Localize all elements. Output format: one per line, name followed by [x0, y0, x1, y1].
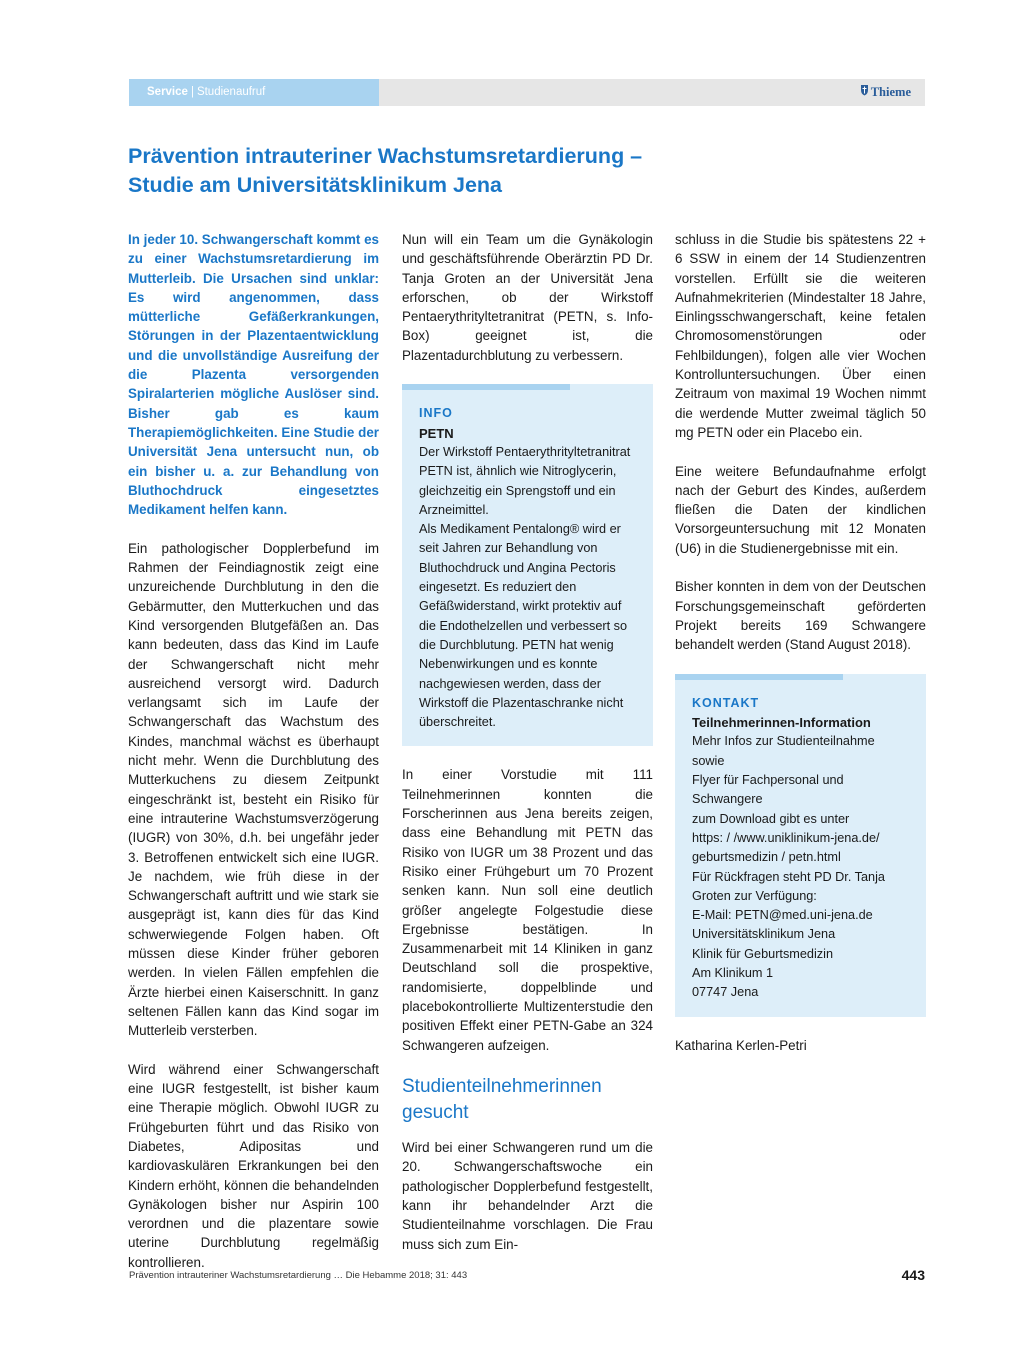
contact-line: Flyer für Fachpersonal und Schwangere	[692, 773, 844, 807]
info-box	[402, 384, 653, 746]
contact-address-line: Am Klinikum 1	[692, 965, 774, 980]
contact-line: Für Rückfragen steht PD Dr. Tanja	[692, 869, 885, 884]
title-line-1: Prävention intrauteriner Wachstumsretardierung –	[128, 144, 643, 168]
contact-address-line: Klinik für Geburtsmedizin	[692, 946, 834, 961]
publisher-logo	[860, 79, 911, 106]
contact-email-line: E-Mail: PETN@med.uni-jena.de	[692, 908, 873, 923]
body-paragraph: In einer Vorstudie mit 111 Teilnehmerinnen konnten die Forscherinnen aus Jena bereits zeigen, dass eine Behandlung mit PETN das Risiko von IUGR um 38 Prozent und das Risiko einer Frühgeburt um 70 Prozent senken kann. Nun soll eine deutlich größer angelegte Folgestudie diese Ergebnisse bestätigen. In Zusammenarbeit mit 14 Kliniken in ganz Deutschland soll die prospektive, randomisierte, doppelblinde und placebokontrollierte Multizenterstudie den positiven Effekt einer PETN-Gabe an 324 Schwangeren aufzeigen.	[402, 767, 653, 1053]
contact-line: Groten zur Verfügung:	[692, 888, 817, 903]
page-number: 443	[901, 1267, 925, 1283]
body-paragraph: Nun will ein Team um die Gynäkologin und geschäftsführende Oberärztin PD Dr. Tanja Groten an der Universität Jena erforschen, ob der Wirkstoff Pentaerythrityltetranitrat (PETN, s. Info-Box) geeignet ist, die Plazentadurchblutung zu verbessern.	[402, 232, 653, 363]
contact-line: zum Download gibt es unter	[692, 811, 850, 826]
body-paragraph: Bisher konnten in dem von der Deutschen Forschungsgemeinschaft geförderten Projekt bereits 169 Schwangere behandelt werden (Stand August 2018).	[675, 579, 926, 653]
article-title	[128, 142, 828, 200]
title-line-2: Studie am Universitätsklinikum Jena	[128, 173, 502, 197]
section-heading: Studienteilnehmerinnen gesucht	[402, 1076, 602, 1124]
section-tab	[129, 79, 379, 106]
body-paragraph: Eine weitere Befundaufnahme erfolgt nach der Geburt des Kindes, außerdem fließen die Daten der kindlichen Vorsorgeuntersuchung mit 12 Monaten (U6) in die Studienergebnisse mit ein.	[675, 463, 926, 556]
body-paragraph: Wird bei einer Schwangeren rund um die 20. Schwangerschaftswoche ein pathologischer Dopplerbefund festgestellt, kann ihr behandelnder Arzt die Studienteilnahme vorschlagen. Die Frau muss sich zum Ein-	[402, 1140, 653, 1252]
info-box-label: INFO	[419, 406, 453, 421]
info-box-text: Der Wirkstoff Pentaerythrityltetranitrat PETN ist, ähnlich wie Nitroglycerin, gleichzeitig ein Sprengstoff und ein Arzneimittel.	[419, 444, 631, 517]
body-paragraph: Wird während einer Schwangerschaft eine IUGR festgestellt, ist bisher kaum eine Therapie möglich. Obwohl IUGR zu Frühgeburten führt und das Risiko von Diabetes, Adipositas und kardiovaskulären Erkrankungen bei den Kindern erhöht, können die behandelnden Gynäkologen bisher nur Aspirin 100 verordnen und die plazentare sowie uterine Durchblutung regelmäßig kontrollieren.	[128, 1061, 379, 1270]
author-name: Katharina Kerlen-Petri	[675, 1037, 807, 1053]
contact-line: Mehr Infos zur Studienteilnahme sowie	[692, 734, 875, 768]
contact-url-line: geburtsmedizin / petn.html	[692, 850, 841, 865]
column-2	[402, 230, 653, 1273]
section-separator: |	[190, 86, 194, 98]
column-1	[128, 230, 379, 1291]
contact-address-line: Universitätsklinikum Jena	[692, 927, 836, 942]
brand-name: Thieme	[870, 85, 911, 99]
contact-box-label: KONTAKT	[692, 695, 760, 710]
contact-url-line: https: / /www.uniklinikum-jena.de/	[692, 830, 880, 845]
contact-address-line: 07747 Jena	[692, 985, 759, 1000]
contact-box-title: Teilnehmerinnen-Information	[692, 715, 871, 731]
info-box-text: Als Medikament Pentalong® wird er seit Jahren zur Behandlung von Bluthochdruck und Angina Pectoris eingesetzt. Es reduziert den Gefäßwiderstand, wirkt protektiv auf die Endothelzellen und verbessert so die Durchblutung. PETN hat wenig Nebenwirkungen und es konnte nachgewiesen werden, dass der Wirkstoff die Plazentaschranke nicht überschreitet.	[419, 522, 628, 730]
subsection-label: Studienaufruf	[196, 86, 266, 98]
column-3	[675, 230, 926, 1055]
section-label: Service	[147, 86, 188, 98]
contact-box	[675, 674, 926, 1017]
body-paragraph: Ein pathologischer Dopplerbefund im Rahmen der Feindiagnostik zeigt eine unzureichende Durchblutung in den die Gebärmutter, den Mutterkuchen und das Kind versorgenden Blutgefäßen an. Das kann bedeuten, dass das Kind im Laufe der Schwangerschaft nicht mehr ausreichend versorgt wird. Dadurch verlangsamt sich im Laufe der Schwangerschaft das Wachstum des Kindes, manchmal wächst es überhaupt nicht mehr. Wenn die Durchblutung des Mutterkuchens zu diesem Zeitpunkt eingeschränkt ist, besteht ein Risiko für eine intrauterine Wachstumsverzögerung (IUGR) von 30%, d.h. bei ungefähr jeder 3. Betroffenen entwickelt sich eine IUGR. Je nachdem, wie früh diese in der Schwangerschaft auftritt und wie stark sie ausgeprägt ist, kann dies für das Kind schwerwiegende Folgen haben. Oft müssen diese Kinder früher geboren werden. In vielen Fällen empfehlen die Ärzte hierbei einen Kaiserschnitt. In ganz seltenen Fällen kann das Kind sogar im Mutterleib versterben.	[128, 540, 379, 1039]
header-bar	[129, 79, 925, 106]
info-box-title: PETN	[419, 425, 454, 441]
footer-reference: Prävention intrauteriner Wachstumsretardierung … Die Hebamme 2018; 31: 443	[129, 1270, 468, 1281]
thieme-emblem-icon	[860, 79, 869, 106]
lead-paragraph: In jeder 10. Schwangerschaft kommt es zu einer Wachstumsretardierung im Mutterleib. Die Ursachen sind unklar: Es wird angenommen, dass mütterliche Gefäßerkrankungen, Störungen in der Plazentaentwicklung und die unvollständige Ausreifung der die Plazenta versorgenden Spiralarterien mögliche Auslöser sind. Bisher gab es kaum Therapiemöglichkeiten. Eine Studie der Universität Jena untersucht nun, ob ein bisher u. a. zur Behandlung von Bluthochdruck eingesetztes Medikament helfen kann.	[128, 232, 379, 518]
body-paragraph: schluss in die Studie bis spätestens 22 + 6 SSW in einem der 14 Studienzentren vorstellen. Erfüllt sie die weiteren Aufnahmekriterien (Mindestalter 18 Jahre, Einlingsschwangerschaft, keine fetalen Chromosomenstörungen oder Fehlbildungen), folgen alle vier Wochen Kontrolluntersuchungen. Über einen Zeitraum von maximal 19 Wochen nimmt die werdende Mutter zweimal täglich 50 mg PETN oder ein Placebo ein.	[675, 232, 926, 440]
